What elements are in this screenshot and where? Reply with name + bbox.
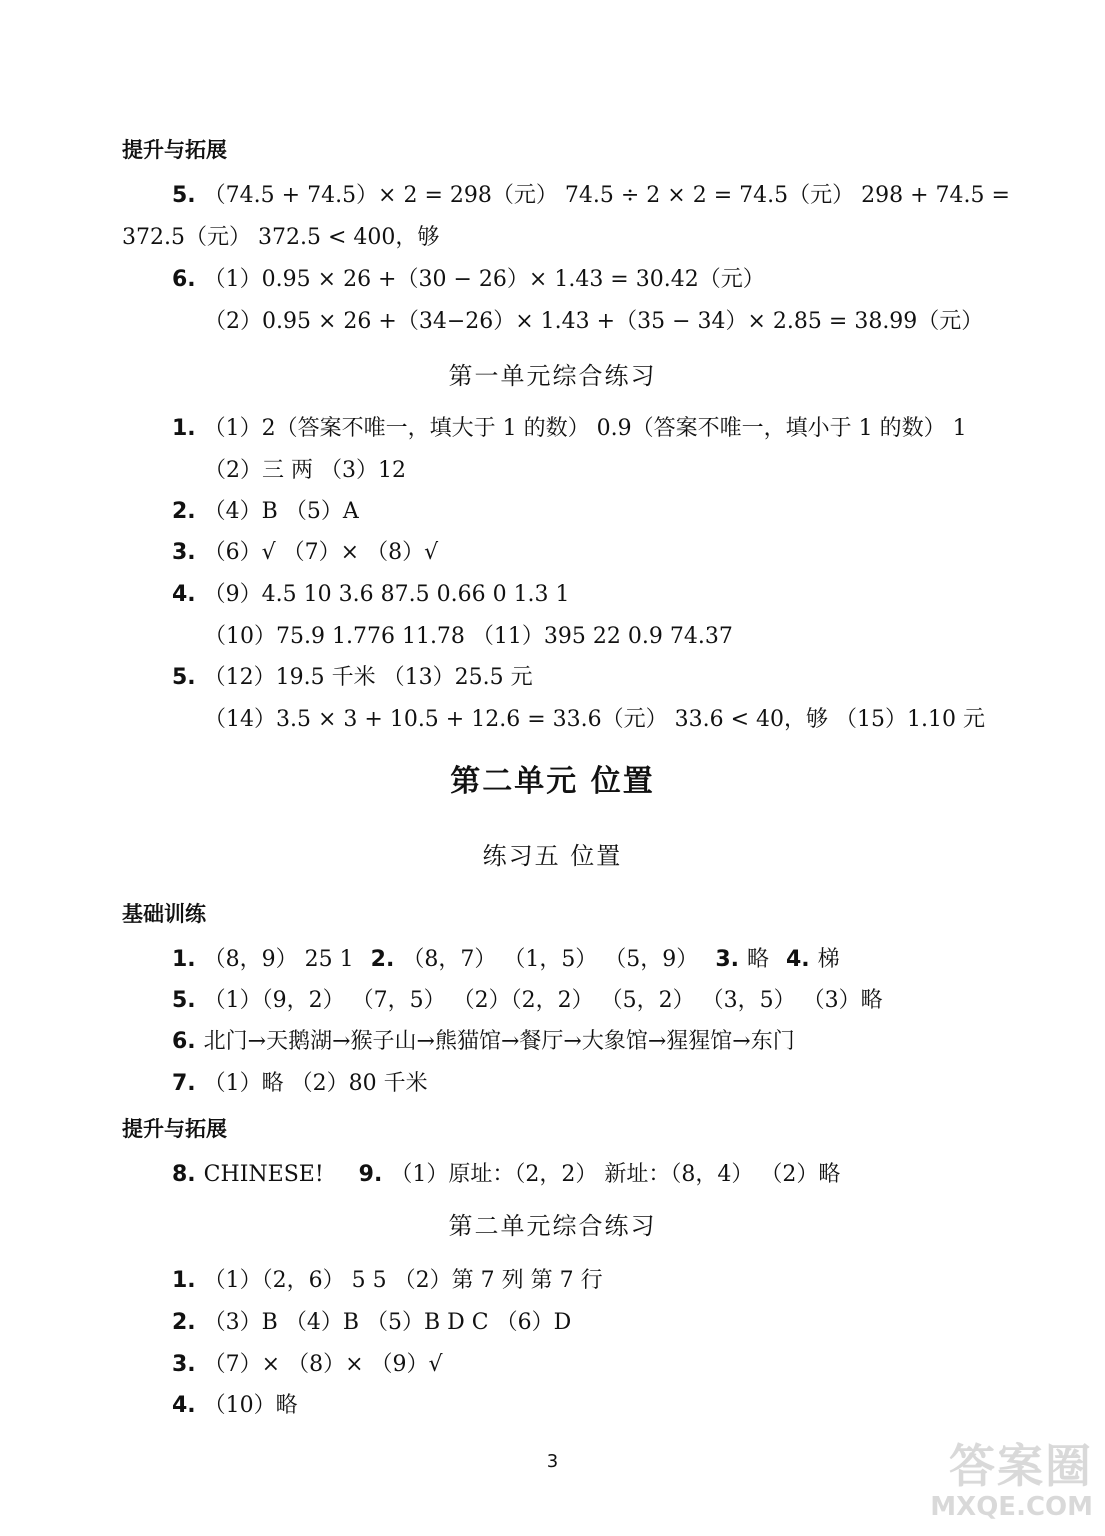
- answer-text: CHINESE!: [203, 1162, 324, 1187]
- watermark-logo: [903, 1440, 1093, 1530]
- question-number: 6.: [172, 267, 196, 292]
- unit1-review-title: 第一单元综合练习: [448, 362, 657, 390]
- unit1-q1-line2: （2）三 两 （3）12: [204, 458, 406, 483]
- answer-text: （74.5 + 74.5）× 2 = 298（元） 74.5 ÷ 2 × 2 = 74.5（元） 298 + 74.5 =: [203, 183, 1010, 208]
- answer-text: （10）略: [203, 1393, 298, 1418]
- question-number: 1.: [172, 947, 196, 972]
- answer-text: （1）2（答案不唯一，填大于 1 的数） 0.9（答案不唯一，填小于 1 的数） 1: [203, 416, 967, 441]
- extension-q5-line1: [172, 181, 1010, 211]
- unit2-review-q3-line: [172, 1350, 443, 1380]
- question-number: 4.: [172, 582, 196, 607]
- unit1-q3-line1: [172, 538, 438, 568]
- unit2-title: 第二单元 位置: [450, 764, 655, 799]
- basic-training-heading: 基础训练: [122, 902, 206, 926]
- answer-text: 略: [746, 947, 769, 972]
- answer-text: （8，9） 25 1: [203, 947, 354, 972]
- answer-text: （1）（9，2） （7，5） （2）（2，2） （5，2） （3，5） （3）略: [203, 988, 883, 1013]
- exercise5-title: 练习五 位置: [482, 842, 623, 870]
- question-number: 3.: [172, 540, 196, 565]
- answer-text: （3）B （4）B （5）B D C （6）D: [203, 1310, 572, 1335]
- answer-text: （6）√ （7）× （8）√: [203, 540, 439, 565]
- unit2-b7-line: [172, 1069, 428, 1099]
- unit2-b5-line: [172, 986, 883, 1016]
- unit2-review-title: 第二单元综合练习: [448, 1212, 657, 1240]
- unit2-e8-e9-line: [172, 1160, 840, 1190]
- page-number: 3: [546, 1451, 559, 1472]
- question-number: 2.: [172, 1310, 196, 1335]
- unit2-b6-line: [172, 1027, 795, 1057]
- question-number: 2.: [370, 947, 395, 972]
- question-number: 4.: [172, 1393, 196, 1418]
- unit2-review-q1-line: [172, 1266, 603, 1296]
- watermark-logo-text: 答案圈: [949, 1439, 1093, 1493]
- unit2-review-q2-line: [172, 1308, 571, 1338]
- answer-text: （12）19.5 千米 （13）25.5 元: [203, 665, 533, 690]
- answer-text: （4）B （5）A: [203, 499, 359, 524]
- answer-text: （8，7） （1，5） （5，9）: [402, 947, 699, 972]
- answer-text: 梯: [817, 947, 840, 972]
- question-number: 5.: [172, 183, 196, 208]
- unit1-q5-line1: [172, 663, 533, 693]
- extension-q5-line2: 372.5（元） 372.5 < 400，够: [122, 225, 440, 250]
- unit1-q4-line1: [172, 580, 570, 610]
- question-number: 5.: [172, 988, 196, 1013]
- unit2-b1-b4-line: [172, 945, 840, 975]
- watermark-url: MXQE.COM: [930, 1492, 1093, 1522]
- extension-q6-line1: [172, 265, 765, 295]
- question-number: 7.: [172, 1071, 196, 1096]
- question-number: 1.: [172, 416, 196, 441]
- extension-heading-2: 提升与拓展: [122, 1117, 227, 1141]
- unit1-q4-line2: （10）75.9 1.776 11.78 （11）395 22 0.9 74.37: [204, 624, 733, 649]
- question-number: 8.: [172, 1162, 196, 1187]
- question-number: 2.: [172, 499, 196, 524]
- question-number: 5.: [172, 665, 196, 690]
- question-number: 1.: [172, 1268, 196, 1293]
- question-number: 3.: [172, 1352, 196, 1377]
- answer-text: （9）4.5 10 3.6 87.5 0.66 0 1.3 1: [203, 582, 570, 607]
- answer-text: （7）× （8）× （9）√: [203, 1352, 443, 1377]
- unit1-q2-line1: [172, 497, 359, 527]
- extension-q6-line2: （2）0.95 × 26 +（34−26）× 1.43 +（35 − 34）× 2.85 = 38.99（元）: [204, 309, 984, 334]
- answer-text: （1）（2，6） 5 5 （2）第 7 列 第 7 行: [203, 1268, 603, 1293]
- answer-text: （1）原址：（2，2） 新址：（8，4） （2）略: [390, 1162, 841, 1187]
- answer-text: （1）0.95 × 26 +（30 − 26）× 1.43 = 30.42（元）: [203, 267, 765, 292]
- unit1-q1-line1: [172, 414, 967, 444]
- answer-text: 北门→天鹅湖→猴子山→熊猫馆→餐厅→大象馆→猩猩馆→东门: [203, 1029, 795, 1054]
- unit2-review-q4-line: [172, 1391, 298, 1421]
- answer-text: （1）略 （2）80 千米: [203, 1071, 428, 1096]
- extension-heading: 提升与拓展: [122, 138, 227, 162]
- question-number: 9.: [358, 1162, 383, 1187]
- question-number: 6.: [172, 1029, 196, 1054]
- question-number: 3.: [715, 947, 739, 972]
- question-number: 4.: [786, 947, 810, 972]
- unit1-q5-line2: （14）3.5 × 3 + 10.5 + 12.6 = 33.6（元） 33.6 < 40，够 （15）1.10 元: [204, 707, 985, 732]
